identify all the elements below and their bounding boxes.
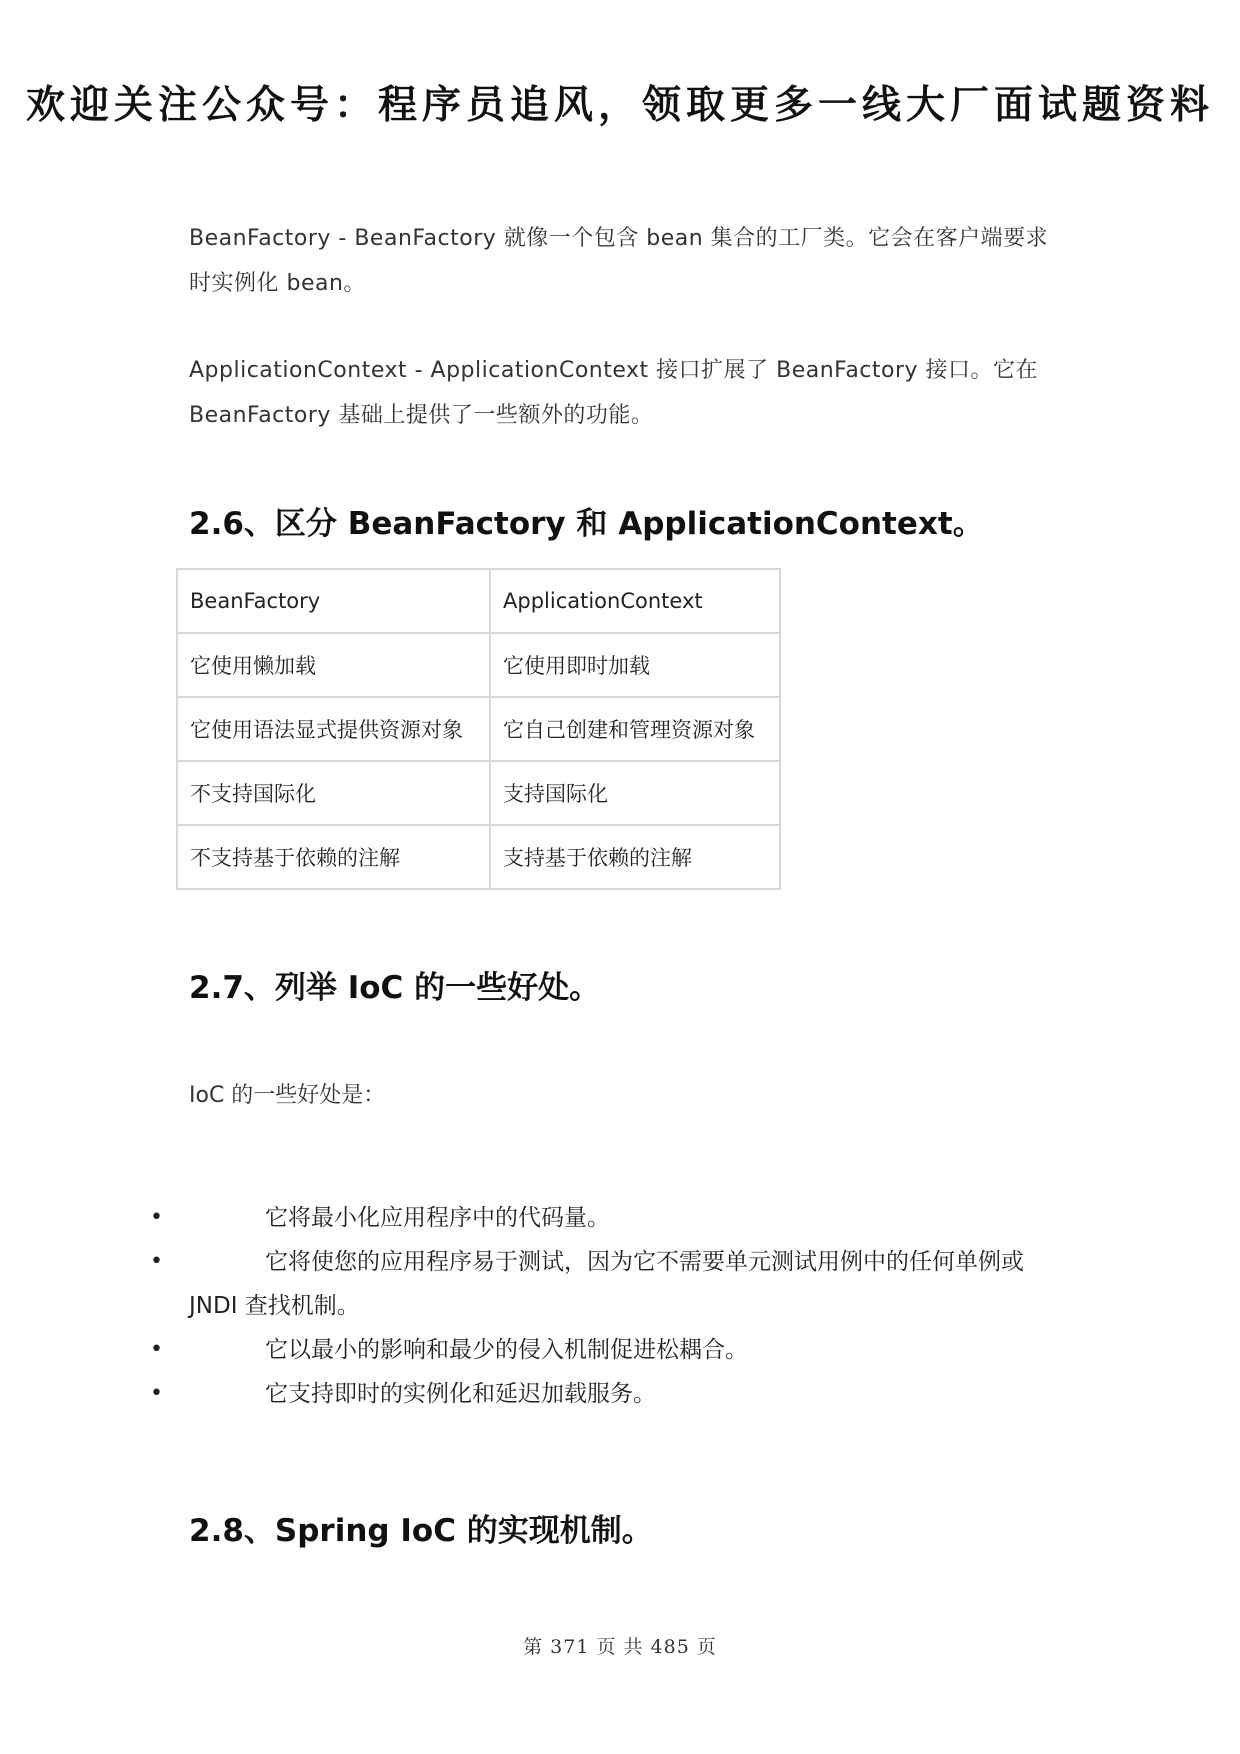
comparison-table xyxy=(176,568,781,890)
list-item xyxy=(150,1372,1060,1416)
list-item xyxy=(150,1196,1060,1240)
table-row xyxy=(177,697,780,761)
list-item xyxy=(150,1240,1060,1328)
bullet-icon: • xyxy=(150,1381,163,1406)
table-cell: BeanFactory xyxy=(177,569,490,633)
bullet-icon: • xyxy=(150,1337,163,1362)
intro-text: IoC 的一些好处是： xyxy=(189,1083,386,1108)
section-heading-2-6: 2.6、区分 BeanFactory 和 ApplicationContext。 xyxy=(189,506,984,542)
paragraph-text: BeanFactory - BeanFactory 就像一个包含 bean 集合的工厂类。它会在客户端要求时实例化 bean。 xyxy=(189,226,1049,296)
header-banner: 欢迎关注公众号：程序员追风，领取更多一线大厂面试题资料 xyxy=(25,82,1214,128)
list-item xyxy=(150,1328,1060,1372)
list-item-text: 它将最小化应用程序中的代码量。 xyxy=(265,1205,610,1231)
table-cell: 它使用语法显式提供资源对象 xyxy=(177,697,490,761)
paragraph-text: ApplicationContext - ApplicationContext 接口扩展了 BeanFactory 接口。它在 BeanFactory 基础上提供了一些额外的功能。 xyxy=(189,358,1039,428)
table-row xyxy=(177,761,780,825)
table-cell: 不支持国际化 xyxy=(177,761,490,825)
list-item-text: 它以最小的影响和最少的侵入机制促进松耦合。 xyxy=(265,1337,748,1363)
bullet-icon: • xyxy=(150,1249,163,1274)
section-heading-2-8: 2.8、Spring IoC 的实现机制。 xyxy=(189,1513,653,1549)
page-number: 第 371 页 共 485 页 xyxy=(523,1636,717,1658)
paragraph-applicationcontext xyxy=(189,348,1059,438)
table-cell: 它使用懒加载 xyxy=(177,633,490,697)
list-item-text: 它将使您的应用程序易于测试，因为它不需要单元测试用例中的任何单例或 JNDI 查找机制。 xyxy=(189,1249,1024,1319)
table-cell: 它使用即时加载 xyxy=(490,633,780,697)
table-cell: 它自己创建和管理资源对象 xyxy=(490,697,780,761)
section-heading-2-7: 2.7、列举 IoC 的一些好处。 xyxy=(189,970,601,1006)
table-cell: ApplicationContext xyxy=(490,569,780,633)
table-cell: 支持基于依赖的注解 xyxy=(490,825,780,889)
benefits-list xyxy=(150,1196,1060,1416)
table-cell: 支持国际化 xyxy=(490,761,780,825)
table-cell: 不支持基于依赖的注解 xyxy=(177,825,490,889)
table-row xyxy=(177,569,780,633)
list-item-text: 它支持即时的实例化和延迟加载服务。 xyxy=(265,1381,656,1407)
bullet-icon: • xyxy=(150,1205,163,1230)
paragraph-beanfactory xyxy=(189,216,1059,306)
table-row xyxy=(177,633,780,697)
table-row xyxy=(177,825,780,889)
